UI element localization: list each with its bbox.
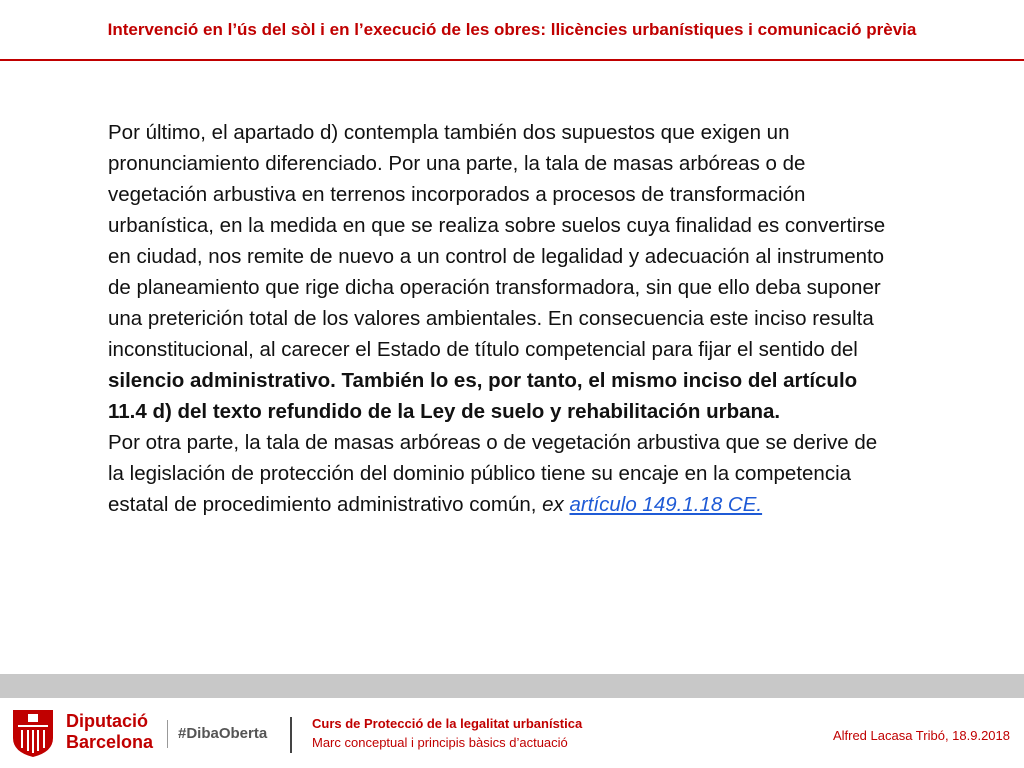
paragraph-1-bold-text: silencio administrativo. También lo es, por tanto, el mismo inciso del artículo 11.4 d) del texto refundido de la Ley de suelo y rehabilitación urbana. — [108, 369, 858, 423]
paragraph-2-text: Por otra parte, la tala de masas arbóreas o de vegetación arbustiva que se derive de la legislación de protección del dominio público tiene su encaje en la competencia estatal de procedimiento administrativo común, — [108, 431, 878, 516]
course-title: Curs de Protecció de la legalitat urbanística — [312, 716, 583, 731]
paragraph-2-ex: ex — [542, 493, 564, 516]
slide-header-title: Intervenció en l’ús del sòl i en l’execució de les obres: llicències urbanístiques i comunicació prèvia — [107, 20, 917, 39]
course-subtitle: Marc conceptual i principis bàsics d’actuació — [312, 735, 568, 750]
article-149-link[interactable]: artículo 149.1.18 CE. — [569, 493, 763, 516]
author-date: Alfred Lacasa Tribó, 18.9.2018 — [832, 728, 1010, 743]
footer-divider — [290, 717, 292, 753]
diputacio-seal-icon — [10, 708, 56, 758]
header-divider — [0, 59, 1024, 61]
paragraph-1-text: Por último, el apartado d) contempla también dos supuestos que exigen un pronunciamiento diferenciado. Por una parte, la tala de masas arbóreas o de vegetación arbustiva en terrenos incorporados a procesos de transformación urbanística, en la medida en que se realiza sobre suelos cuya finalidad es convertirse en ciudad, nos remite de nuevo a un control de legalidad y adecuación al instrumento de planeamiento que rige dicha operación transformadora, sin que ello deba suponer una preterición total de los valores ambientales. En consecuencia este inciso resulta inconstitucional, al carecer el Estado de título competencial para fijar el sentido del — [108, 121, 886, 361]
slide-body — [108, 117, 898, 520]
logo-line-2: Barcelona — [66, 732, 154, 752]
diputacio-logo-text — [66, 711, 153, 753]
footer-band — [0, 674, 1024, 698]
logo-separator — [167, 720, 168, 748]
paragraph-2 — [108, 427, 898, 520]
logo-line-1: Diputació — [66, 711, 149, 731]
hashtag: #DibaOberta — [178, 725, 268, 742]
paragraph-1 — [108, 117, 898, 427]
